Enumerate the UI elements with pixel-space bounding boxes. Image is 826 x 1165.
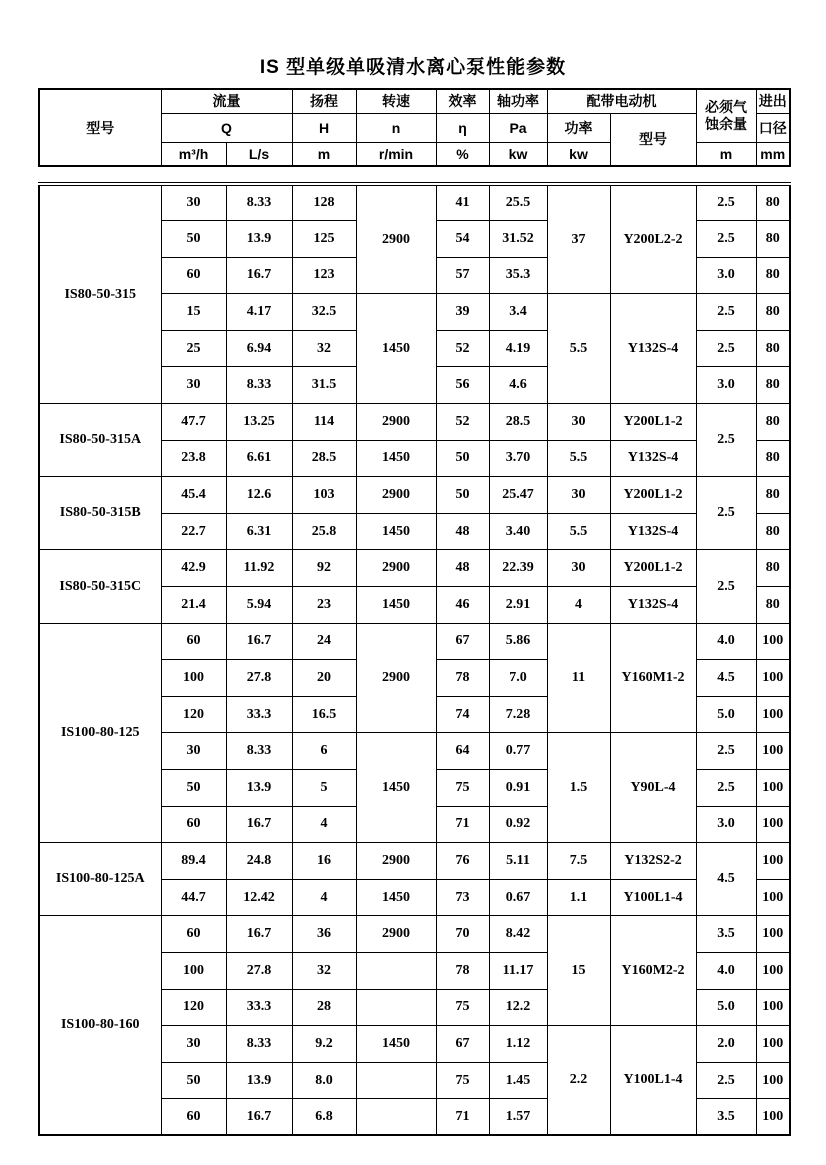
cell-q_ls: 6.94 bbox=[226, 330, 292, 367]
cell-pa: 0.91 bbox=[489, 770, 547, 807]
header-efficiency-symbol: η bbox=[436, 113, 489, 142]
cell-q_m3h: 60 bbox=[161, 1099, 226, 1136]
cell-dn: 80 bbox=[756, 257, 790, 294]
cell-motor_model: Y132S-4 bbox=[610, 440, 696, 477]
cell-q_m3h: 50 bbox=[161, 770, 226, 807]
cell-eta: 41 bbox=[436, 184, 489, 221]
cell-n: 1450 bbox=[356, 440, 436, 477]
cell-pa: 4.6 bbox=[489, 367, 547, 404]
cell-q_ls: 8.33 bbox=[226, 184, 292, 221]
cell-motor_power: 5.5 bbox=[547, 513, 610, 550]
cell-h: 128 bbox=[292, 184, 356, 221]
cell-h: 23 bbox=[292, 587, 356, 624]
cell-h: 4 bbox=[292, 806, 356, 843]
cell-dn: 100 bbox=[756, 989, 790, 1026]
cell-h: 28 bbox=[292, 989, 356, 1026]
cell-npsh: 2.5 bbox=[696, 550, 756, 623]
header-shaft-power: 轴功率 bbox=[489, 89, 547, 113]
cell-h: 6.8 bbox=[292, 1099, 356, 1136]
cell-q_ls: 4.17 bbox=[226, 294, 292, 331]
header-motor-power: 功率 bbox=[547, 113, 610, 142]
cell-eta: 50 bbox=[436, 477, 489, 514]
cell-motor_power: 30 bbox=[547, 477, 610, 514]
header-inout: 进出 bbox=[756, 89, 790, 113]
cell-q_m3h: 120 bbox=[161, 696, 226, 733]
cell-eta: 48 bbox=[436, 513, 489, 550]
cell-pa: 3.70 bbox=[489, 440, 547, 477]
cell-h: 8.0 bbox=[292, 1062, 356, 1099]
cell-n: 2900 bbox=[356, 404, 436, 441]
cell-motor_model: Y132S-4 bbox=[610, 294, 696, 404]
cell-eta: 52 bbox=[436, 404, 489, 441]
cell-h: 32.5 bbox=[292, 294, 356, 331]
cell-q_m3h: 120 bbox=[161, 989, 226, 1026]
cell-eta: 75 bbox=[436, 770, 489, 807]
cell-q_ls: 5.94 bbox=[226, 587, 292, 624]
cell-npsh: 2.5 bbox=[696, 330, 756, 367]
cell-pa: 31.52 bbox=[489, 221, 547, 258]
cell-dn: 100 bbox=[756, 952, 790, 989]
cell-q_m3h: 50 bbox=[161, 1062, 226, 1099]
cell-motor_model: Y132S-4 bbox=[610, 513, 696, 550]
table-row bbox=[39, 916, 790, 953]
cell-pa: 1.12 bbox=[489, 1026, 547, 1063]
header-shaft-power-unit: kw bbox=[489, 142, 547, 166]
cell-pa: 35.3 bbox=[489, 257, 547, 294]
cell-motor_model: Y160M1-2 bbox=[610, 623, 696, 733]
body-table-rows bbox=[39, 184, 790, 1135]
cell-dn: 100 bbox=[756, 623, 790, 660]
cell-q_ls: 24.8 bbox=[226, 843, 292, 880]
cell-h: 16 bbox=[292, 843, 356, 880]
cell-q_ls: 12.6 bbox=[226, 477, 292, 514]
cell-npsh: 2.5 bbox=[696, 733, 756, 770]
cell-pa: 5.11 bbox=[489, 843, 547, 880]
header-shaft-power-symbol: Pa bbox=[489, 113, 547, 142]
cell-pa: 28.5 bbox=[489, 404, 547, 441]
cell-dn: 80 bbox=[756, 330, 790, 367]
cell-npsh: 2.5 bbox=[696, 477, 756, 550]
cell-q_ls: 8.33 bbox=[226, 733, 292, 770]
cell-motor_model: Y132S2-2 bbox=[610, 843, 696, 880]
header-flow-symbol: Q bbox=[161, 113, 292, 142]
cell-h: 20 bbox=[292, 660, 356, 697]
cell-n bbox=[356, 952, 436, 989]
pump-model-cell: IS80-50-315 bbox=[39, 184, 161, 404]
cell-pa: 3.40 bbox=[489, 513, 547, 550]
cell-q_m3h: 60 bbox=[161, 806, 226, 843]
cell-q_ls: 6.31 bbox=[226, 513, 292, 550]
cell-h: 6 bbox=[292, 733, 356, 770]
cell-motor_power: 1.5 bbox=[547, 733, 610, 843]
cell-q_ls: 16.7 bbox=[226, 623, 292, 660]
cell-q_ls: 8.33 bbox=[226, 367, 292, 404]
header-row-1 bbox=[39, 89, 790, 113]
cell-q_m3h: 23.8 bbox=[161, 440, 226, 477]
cell-dn: 100 bbox=[756, 1062, 790, 1099]
cell-n: 2900 bbox=[356, 843, 436, 880]
cell-dn: 80 bbox=[756, 477, 790, 514]
pump-model-cell: IS100-80-125 bbox=[39, 623, 161, 843]
cell-n: 2900 bbox=[356, 477, 436, 514]
cell-eta: 78 bbox=[436, 660, 489, 697]
cell-q_m3h: 30 bbox=[161, 367, 226, 404]
cell-motor_power: 30 bbox=[547, 404, 610, 441]
cell-eta: 71 bbox=[436, 1099, 489, 1136]
cell-q_ls: 27.8 bbox=[226, 660, 292, 697]
cell-eta: 75 bbox=[436, 1062, 489, 1099]
cell-q_ls: 27.8 bbox=[226, 952, 292, 989]
cell-n: 2900 bbox=[356, 184, 436, 294]
body-table bbox=[38, 182, 791, 1136]
cell-n: 1450 bbox=[356, 1026, 436, 1063]
header-npsh-line1: 必须气 bbox=[705, 98, 747, 115]
pump-model-cell: IS80-50-315A bbox=[39, 404, 161, 477]
cell-q_m3h: 100 bbox=[161, 952, 226, 989]
cell-pa: 25.47 bbox=[489, 477, 547, 514]
cell-pa: 25.5 bbox=[489, 184, 547, 221]
cell-npsh: 5.0 bbox=[696, 989, 756, 1026]
cell-h: 103 bbox=[292, 477, 356, 514]
table-row bbox=[39, 550, 790, 587]
cell-n: 1450 bbox=[356, 294, 436, 404]
cell-h: 24 bbox=[292, 623, 356, 660]
pump-model-cell: IS80-50-315C bbox=[39, 550, 161, 623]
cell-npsh: 3.5 bbox=[696, 1099, 756, 1136]
cell-q_m3h: 45.4 bbox=[161, 477, 226, 514]
cell-motor_model: Y132S-4 bbox=[610, 587, 696, 624]
header-head-unit: m bbox=[292, 142, 356, 166]
cell-h: 4 bbox=[292, 879, 356, 916]
header-efficiency: 效率 bbox=[436, 89, 489, 113]
cell-pa: 1.45 bbox=[489, 1062, 547, 1099]
cell-n: 2900 bbox=[356, 916, 436, 953]
cell-q_m3h: 47.7 bbox=[161, 404, 226, 441]
cell-q_ls: 16.7 bbox=[226, 916, 292, 953]
cell-dn: 100 bbox=[756, 879, 790, 916]
cell-eta: 46 bbox=[436, 587, 489, 624]
cell-h: 25.8 bbox=[292, 513, 356, 550]
cell-eta: 57 bbox=[436, 257, 489, 294]
cell-motor_model: Y200L1-2 bbox=[610, 550, 696, 587]
cell-q_ls: 11.92 bbox=[226, 550, 292, 587]
cell-dn: 80 bbox=[756, 550, 790, 587]
cell-q_m3h: 60 bbox=[161, 257, 226, 294]
cell-npsh: 2.5 bbox=[696, 221, 756, 258]
cell-dn: 80 bbox=[756, 367, 790, 404]
cell-q_ls: 16.7 bbox=[226, 257, 292, 294]
cell-dn: 100 bbox=[756, 806, 790, 843]
cell-q_ls: 13.9 bbox=[226, 221, 292, 258]
cell-q_m3h: 60 bbox=[161, 623, 226, 660]
cell-eta: 67 bbox=[436, 1026, 489, 1063]
pump-model-cell: IS100-80-160 bbox=[39, 916, 161, 1136]
cell-n bbox=[356, 1062, 436, 1099]
cell-eta: 54 bbox=[436, 221, 489, 258]
cell-pa: 3.4 bbox=[489, 294, 547, 331]
cell-n bbox=[356, 989, 436, 1026]
cell-eta: 39 bbox=[436, 294, 489, 331]
header-flow-unit-m3h: m³/h bbox=[161, 142, 226, 166]
cell-eta: 76 bbox=[436, 843, 489, 880]
cell-dn: 100 bbox=[756, 696, 790, 733]
header-pump-model: 型号 bbox=[39, 89, 161, 166]
cell-h: 92 bbox=[292, 550, 356, 587]
cell-pa: 0.77 bbox=[489, 733, 547, 770]
cell-q_ls: 16.7 bbox=[226, 1099, 292, 1136]
cell-dn: 80 bbox=[756, 587, 790, 624]
cell-npsh: 3.0 bbox=[696, 367, 756, 404]
cell-n: 1450 bbox=[356, 513, 436, 550]
cell-npsh: 4.5 bbox=[696, 843, 756, 916]
cell-q_m3h: 30 bbox=[161, 733, 226, 770]
cell-motor_power: 4 bbox=[547, 587, 610, 624]
header-flow: 流量 bbox=[161, 89, 292, 113]
cell-pa: 22.39 bbox=[489, 550, 547, 587]
cell-npsh: 2.5 bbox=[696, 404, 756, 477]
cell-h: 28.5 bbox=[292, 440, 356, 477]
cell-n: 2900 bbox=[356, 623, 436, 733]
cell-eta: 50 bbox=[436, 440, 489, 477]
cell-motor_power: 5.5 bbox=[547, 440, 610, 477]
cell-h: 16.5 bbox=[292, 696, 356, 733]
cell-q_ls: 6.61 bbox=[226, 440, 292, 477]
cell-q_ls: 13.25 bbox=[226, 404, 292, 441]
cell-n: 1450 bbox=[356, 733, 436, 843]
header-speed-symbol: n bbox=[356, 113, 436, 142]
cell-eta: 74 bbox=[436, 696, 489, 733]
cell-motor_model: Y200L2-2 bbox=[610, 184, 696, 294]
header-head: 扬程 bbox=[292, 89, 356, 113]
cell-pa: 7.0 bbox=[489, 660, 547, 697]
cell-n: 1450 bbox=[356, 587, 436, 624]
header-npsh bbox=[696, 89, 756, 142]
cell-eta: 75 bbox=[436, 989, 489, 1026]
cell-motor_model: Y200L1-2 bbox=[610, 404, 696, 441]
cell-npsh: 4.5 bbox=[696, 660, 756, 697]
cell-q_m3h: 22.7 bbox=[161, 513, 226, 550]
header-motor: 配带电动机 bbox=[547, 89, 696, 113]
cell-npsh: 2.5 bbox=[696, 184, 756, 221]
header-efficiency-unit: % bbox=[436, 142, 489, 166]
cell-pa: 8.42 bbox=[489, 916, 547, 953]
cell-q_ls: 33.3 bbox=[226, 989, 292, 1026]
header-flow-unit-ls: L/s bbox=[226, 142, 292, 166]
cell-motor_power: 5.5 bbox=[547, 294, 610, 404]
cell-dn: 100 bbox=[756, 770, 790, 807]
cell-dn: 80 bbox=[756, 184, 790, 221]
cell-q_m3h: 30 bbox=[161, 184, 226, 221]
cell-pa: 4.19 bbox=[489, 330, 547, 367]
cell-q_ls: 12.42 bbox=[226, 879, 292, 916]
cell-n: 2900 bbox=[356, 550, 436, 587]
cell-eta: 70 bbox=[436, 916, 489, 953]
cell-h: 36 bbox=[292, 916, 356, 953]
header-bore: 口径 bbox=[756, 113, 790, 142]
pump-model-cell: IS100-80-125A bbox=[39, 843, 161, 916]
pump-model-cell: IS80-50-315B bbox=[39, 477, 161, 550]
cell-n: 1450 bbox=[356, 879, 436, 916]
cell-q_m3h: 50 bbox=[161, 221, 226, 258]
cell-npsh: 2.0 bbox=[696, 1026, 756, 1063]
cell-h: 9.2 bbox=[292, 1026, 356, 1063]
cell-q_m3h: 60 bbox=[161, 916, 226, 953]
cell-dn: 80 bbox=[756, 513, 790, 550]
cell-q_m3h: 44.7 bbox=[161, 879, 226, 916]
cell-npsh: 3.5 bbox=[696, 916, 756, 953]
cell-eta: 64 bbox=[436, 733, 489, 770]
cell-pa: 7.28 bbox=[489, 696, 547, 733]
cell-pa: 12.2 bbox=[489, 989, 547, 1026]
cell-dn: 80 bbox=[756, 294, 790, 331]
cell-h: 123 bbox=[292, 257, 356, 294]
header-bore-unit: mm bbox=[756, 142, 790, 166]
cell-npsh: 2.5 bbox=[696, 1062, 756, 1099]
cell-q_ls: 33.3 bbox=[226, 696, 292, 733]
table-row bbox=[39, 184, 790, 221]
cell-motor_model: Y90L-4 bbox=[610, 733, 696, 843]
cell-q_m3h: 100 bbox=[161, 660, 226, 697]
header-speed: 转速 bbox=[356, 89, 436, 113]
cell-eta: 52 bbox=[436, 330, 489, 367]
cell-npsh: 3.0 bbox=[696, 806, 756, 843]
cell-motor_model: Y200L1-2 bbox=[610, 477, 696, 514]
cell-pa: 0.67 bbox=[489, 879, 547, 916]
table-row bbox=[39, 477, 790, 514]
cell-npsh: 4.0 bbox=[696, 952, 756, 989]
cell-dn: 80 bbox=[756, 404, 790, 441]
cell-motor_model: Y160M2-2 bbox=[610, 916, 696, 1026]
header-head-symbol: H bbox=[292, 113, 356, 142]
cell-dn: 100 bbox=[756, 733, 790, 770]
cell-eta: 71 bbox=[436, 806, 489, 843]
cell-motor_power: 7.5 bbox=[547, 843, 610, 880]
cell-npsh: 4.0 bbox=[696, 623, 756, 660]
header-npsh-line2: 蚀余量 bbox=[705, 115, 747, 132]
cell-pa: 5.86 bbox=[489, 623, 547, 660]
cell-npsh: 2.5 bbox=[696, 294, 756, 331]
cell-q_ls: 8.33 bbox=[226, 1026, 292, 1063]
cell-motor_model: Y100L1-4 bbox=[610, 879, 696, 916]
cell-q_ls: 13.9 bbox=[226, 1062, 292, 1099]
cell-motor_power: 11 bbox=[547, 623, 610, 733]
cell-q_m3h: 25 bbox=[161, 330, 226, 367]
header-table bbox=[38, 88, 791, 167]
header-npsh-unit: m bbox=[696, 142, 756, 166]
cell-motor_power: 2.2 bbox=[547, 1026, 610, 1136]
cell-dn: 100 bbox=[756, 916, 790, 953]
cell-npsh: 2.5 bbox=[696, 770, 756, 807]
cell-pa: 1.57 bbox=[489, 1099, 547, 1136]
cell-pa: 0.92 bbox=[489, 806, 547, 843]
cell-motor_power: 1.1 bbox=[547, 879, 610, 916]
cell-eta: 67 bbox=[436, 623, 489, 660]
cell-q_ls: 16.7 bbox=[226, 806, 292, 843]
cell-dn: 100 bbox=[756, 843, 790, 880]
cell-q_m3h: 21.4 bbox=[161, 587, 226, 624]
cell-pa: 11.17 bbox=[489, 952, 547, 989]
cell-npsh: 5.0 bbox=[696, 696, 756, 733]
cell-h: 31.5 bbox=[292, 367, 356, 404]
cell-eta: 48 bbox=[436, 550, 489, 587]
header-motor-model: 型号 bbox=[610, 113, 696, 166]
cell-motor_model: Y100L1-4 bbox=[610, 1026, 696, 1136]
cell-eta: 56 bbox=[436, 367, 489, 404]
cell-h: 32 bbox=[292, 330, 356, 367]
table-row bbox=[39, 404, 790, 441]
cell-pa: 2.91 bbox=[489, 587, 547, 624]
cell-h: 114 bbox=[292, 404, 356, 441]
cell-dn: 100 bbox=[756, 1026, 790, 1063]
cell-h: 5 bbox=[292, 770, 356, 807]
cell-n bbox=[356, 1099, 436, 1136]
cell-motor_power: 15 bbox=[547, 916, 610, 1026]
table-row bbox=[39, 623, 790, 660]
page-title: IS 型单级单吸清水离心泵性能参数 bbox=[259, 57, 567, 78]
cell-q_m3h: 89.4 bbox=[161, 843, 226, 880]
cell-motor_power: 30 bbox=[547, 550, 610, 587]
cell-h: 125 bbox=[292, 221, 356, 258]
cell-h: 32 bbox=[292, 952, 356, 989]
cell-dn: 80 bbox=[756, 440, 790, 477]
cell-q_m3h: 30 bbox=[161, 1026, 226, 1063]
cell-dn: 100 bbox=[756, 660, 790, 697]
cell-q_ls: 13.9 bbox=[226, 770, 292, 807]
cell-dn: 100 bbox=[756, 1099, 790, 1136]
cell-q_m3h: 42.9 bbox=[161, 550, 226, 587]
cell-eta: 73 bbox=[436, 879, 489, 916]
header-speed-unit: r/min bbox=[356, 142, 436, 166]
header-motor-power-unit: kw bbox=[547, 142, 610, 166]
table-row bbox=[39, 843, 790, 880]
cell-dn: 80 bbox=[756, 221, 790, 258]
cell-eta: 78 bbox=[436, 952, 489, 989]
cell-q_m3h: 15 bbox=[161, 294, 226, 331]
cell-motor_power: 37 bbox=[547, 184, 610, 294]
cell-npsh: 3.0 bbox=[696, 257, 756, 294]
